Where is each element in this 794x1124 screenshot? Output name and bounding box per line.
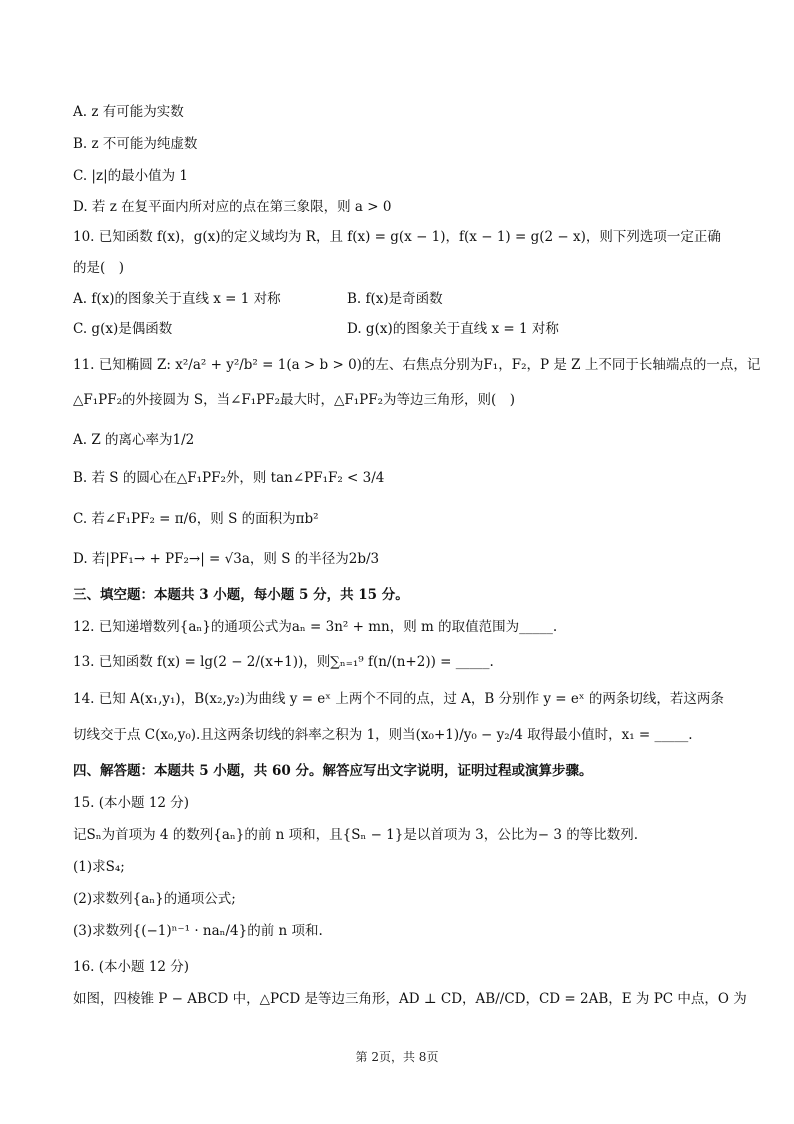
option-11d: D. 若|PF₁→ + PF₂→| = √3a，则 S 的半径为2b/3	[73, 551, 380, 567]
question-15-header: 15. (本小题 12 分)	[73, 795, 190, 811]
option-11b: B. 若 S 的圆心在△F₁PF₂外，则 tan∠PF₁F₂ < 3/4	[73, 470, 385, 486]
section-answer-heading: 四、解答题：本题共 5 小题，共 60 分。解答应写出文字说明，证明过程或演算步骤。	[73, 763, 593, 779]
option-9c: C. |z|的最小值为 1	[73, 168, 189, 184]
option-10b: B. f(x)是奇函数	[347, 291, 443, 307]
option-10a: A. f(x)的图象关于直线 x = 1 对称	[73, 291, 281, 307]
question-14-cont: 切线交于点 C(x₀,y₀).且这两条切线的斜率之积为 1，则当(x₀+1)/y₀ − y₂/4 取得最小值时，x₁ = _____.	[73, 727, 693, 743]
option-10d: D. g(x)的图象关于直线 x = 1 对称	[347, 321, 559, 337]
question-15-part2: (2)求数列{aₙ}的通项公式;	[73, 891, 236, 907]
question-11: 11. 已知椭圆 Z: x²/a² + y²/b² = 1(a > b > 0)的左、右焦点分别为F₁，F₂，P 是 Z 上不同于长轴端点的一点，记	[73, 357, 761, 373]
option-9b: B. z 不可能为纯虚数	[73, 136, 198, 152]
question-15-stem: 记Sₙ为首项为 4 的数列{aₙ}的前 n 项和，且{Sₙ − 1}是以首项为 3，公比为− 3 的等比数列.	[73, 827, 639, 843]
option-11c: C. 若∠F₁PF₂ = π/6，则 S 的面积为πb²	[73, 511, 319, 527]
question-10-cont: 的是( )	[73, 260, 125, 276]
page-footer: 第 2页，共 8页	[355, 1050, 439, 1064]
option-9a: A. z 有可能为实数	[73, 104, 184, 120]
question-16-header: 16. (本小题 12 分)	[73, 959, 190, 975]
option-10c: C. g(x)是偶函数	[73, 321, 173, 337]
question-10: 10. 已知函数 f(x)，g(x)的定义域均为 R，且 f(x) = g(x − 1)，f(x − 1) = g(2 − x)，则下列选项一定正确	[73, 229, 721, 245]
question-16-stem: 如图，四棱锥 P − ABCD 中，△PCD 是等边三角形，AD ⊥ CD，AB//CD，CD = 2AB，E 为 PC 中点，O 为	[73, 991, 747, 1007]
question-15-part3: (3)求数列{(−1)ⁿ⁻¹ · naₙ/4}的前 n 项和.	[73, 923, 323, 939]
question-11-cont: △F₁PF₂的外接圆为 S，当∠F₁PF₂最大时，△F₁PF₂为等边三角形，则( )	[73, 392, 516, 408]
question-13: 13. 已知函数 f(x) = lg(2 − 2/(x+1))，则∑ₙ₌₁⁹ f(n/(n+2)) = _____.	[73, 654, 494, 670]
question-12: 12. 已知递增数列{aₙ}的通项公式为aₙ = 3n² + mn，则 m 的取值范围为_____.	[73, 619, 558, 635]
question-15-part1: (1)求S₄;	[73, 859, 125, 875]
option-9d: D. 若 z 在复平面内所对应的点在第三象限，则 a > 0	[73, 199, 392, 215]
question-14: 14. 已知 A(x₁,y₁)，B(x₂,y₂)为曲线 y = eˣ 上两个不同的点，过 A，B 分别作 y = eˣ 的两条切线，若这两条	[73, 691, 724, 707]
option-11a: A. Z 的离心率为1/2	[73, 432, 195, 448]
section-fill-in-heading: 三、填空题：本题共 3 小题，每小题 5 分，共 15 分。	[73, 587, 409, 603]
